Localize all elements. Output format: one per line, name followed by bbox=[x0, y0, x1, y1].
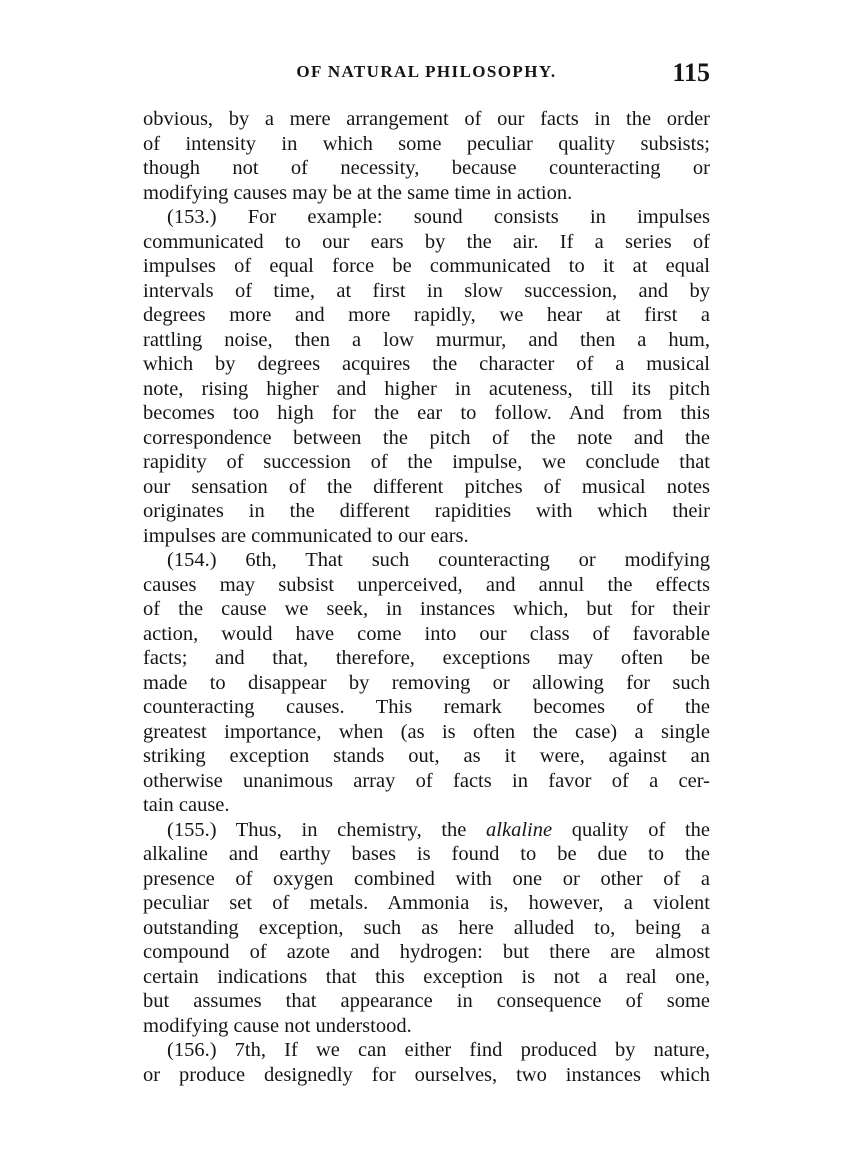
text-line: rapidity of succession of the impulse, we conclude that bbox=[143, 451, 710, 473]
text-line: of intensity in which some peculiar quality subsists; bbox=[143, 132, 710, 155]
text-line: degrees more and more rapidly, we hear at first a bbox=[143, 304, 710, 326]
text-line: presence of oxygen combined with one or other of a bbox=[143, 867, 710, 890]
page-header bbox=[143, 58, 710, 88]
text-line: but assumes that appearance in consequence of some bbox=[143, 990, 710, 1012]
text-line: communicated to our ears by the air. If a series of bbox=[143, 230, 710, 253]
text-line: alkaline and earthy bases is found to be due to the bbox=[143, 843, 710, 865]
text-line: becomes too high for the ear to follow. And from this bbox=[143, 402, 710, 424]
running-title: OF NATURAL PHILOSOPHY. bbox=[296, 62, 557, 81]
text-line: of the cause we seek, in instances which, but for their bbox=[143, 598, 710, 620]
text-line: otherwise unanimous array of facts in favor of a cer- bbox=[143, 769, 710, 792]
body-text bbox=[143, 107, 710, 1087]
text-line: correspondence between the pitch of the note and the bbox=[143, 426, 710, 449]
text-line: note, rising higher and higher in acuteness, till its pitch bbox=[143, 377, 710, 400]
text-line: which by degrees acquires the character of a musical bbox=[143, 353, 710, 375]
text-line: tain cause. bbox=[143, 794, 230, 816]
text-line bbox=[143, 818, 710, 843]
text-line: or produce designedly for ourselves, two instances which bbox=[143, 1063, 710, 1086]
text-line: though not of necessity, because counteracting or bbox=[143, 157, 710, 179]
text-line: rattling noise, then a low murmur, and then a hum, bbox=[143, 328, 710, 351]
text-line: causes may subsist unperceived, and annul the effects bbox=[143, 573, 710, 596]
text-line: modifying cause not understood. bbox=[143, 1014, 412, 1037]
text-line: (153.) For example: sound consists in impulses bbox=[167, 206, 710, 228]
text-line: modifying causes may be at the same time in action. bbox=[143, 181, 573, 204]
text-line: impulses are communicated to our ears. bbox=[143, 524, 469, 547]
text-line: compound of azote and hydrogen: but there are almost bbox=[143, 941, 710, 963]
text-line: peculiar set of metals. Ammonia is, however, a violent bbox=[143, 892, 710, 914]
text-line: made to disappear by removing or allowing for such bbox=[143, 671, 710, 694]
page-number: 115 bbox=[672, 58, 710, 87]
text-segment: quality of the bbox=[552, 818, 711, 841]
text-line: obvious, by a mere arrangement of our facts in the order bbox=[143, 108, 710, 130]
text-line: facts; and that, therefore, exceptions may often be bbox=[143, 647, 710, 669]
text-line: action, would have come into our class of favorable bbox=[143, 622, 710, 645]
text-line: our sensation of the different pitches of musical notes bbox=[143, 475, 710, 498]
text-line: striking exception stands out, as it were, against an bbox=[143, 745, 710, 767]
italic-term: alkaline bbox=[486, 818, 553, 841]
text-line: (156.) 7th, If we can either find produced by nature, bbox=[167, 1039, 710, 1061]
text-line: outstanding exception, such as here alluded to, being a bbox=[143, 916, 710, 939]
text-line: impulses of equal force be communicated to it at equal bbox=[143, 255, 710, 277]
text-line: greatest importance, when (as is often the case) a single bbox=[143, 720, 710, 743]
text-line: intervals of time, at first in slow succession, and by bbox=[143, 279, 710, 302]
text-line: originates in the different rapidities with which their bbox=[143, 500, 710, 522]
text-segment: (155.) Thus, in chemistry, the bbox=[167, 818, 487, 841]
text-line: (154.) 6th, That such counteracting or modifying bbox=[167, 549, 710, 571]
text-line: certain indications that this exception is not a real one, bbox=[143, 965, 710, 988]
text-line: counteracting causes. This remark becomes of the bbox=[143, 696, 710, 718]
